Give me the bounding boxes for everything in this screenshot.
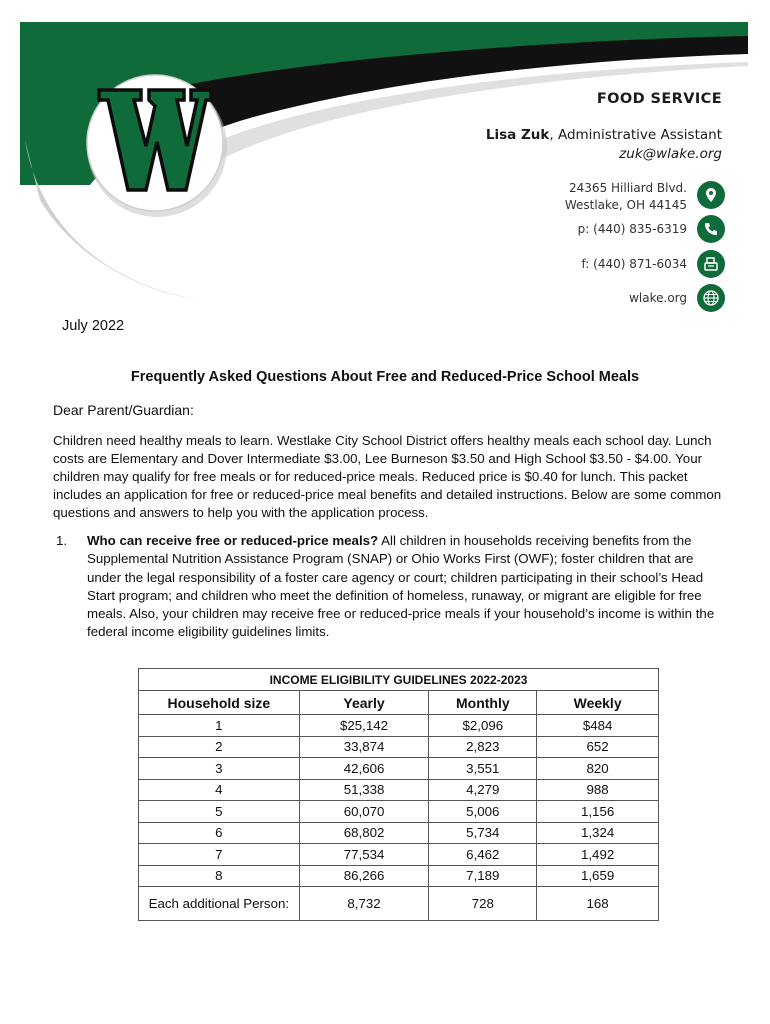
table-cell: 652 (537, 736, 659, 758)
table-cell: Each additional Person: (139, 887, 300, 921)
table-cell: 2 (139, 736, 300, 758)
contact-email[interactable]: zuk@wlake.org (619, 146, 722, 162)
table-cell: 1,492 (537, 844, 659, 866)
faq-question: Who can receive free or reduced-price meals? (87, 533, 379, 548)
table-cell: 5 (139, 801, 300, 823)
table-cell: 68,802 (299, 822, 429, 844)
table-cell: 3 (139, 758, 300, 780)
address-block (565, 180, 687, 214)
department-title: FOOD SERVICE (596, 91, 722, 107)
table-caption: INCOME ELIGIBILITY GUIDELINES 2022-2023 (139, 669, 659, 691)
logo-badge (87, 75, 227, 217)
letter-date: July 2022 (62, 318, 125, 334)
table-cell: 2,823 (429, 736, 537, 758)
table-row (139, 779, 659, 801)
table-cell: 8 (139, 865, 300, 887)
table-cell: 4 (139, 779, 300, 801)
column-header: Household size (139, 691, 300, 715)
table-cell: 1,156 (537, 801, 659, 823)
column-header: Yearly (299, 691, 429, 715)
faq-number: 1. (56, 533, 68, 548)
globe-icon (697, 284, 725, 312)
table-cell: 3,551 (429, 758, 537, 780)
location-pin-icon (697, 181, 725, 209)
table-cell: 42,606 (299, 758, 429, 780)
table-row (139, 736, 659, 758)
table-cell: 1,659 (537, 865, 659, 887)
table-cell: 77,534 (299, 844, 429, 866)
letterhead-banner (0, 0, 770, 330)
fax-number: f: (440) 871-6034 (581, 257, 687, 271)
table-row (139, 822, 659, 844)
intro-paragraph: Children need healthy meals to learn. Westlake City School District offers healthy meals each school day. Lunch costs are Elementary and Dover Intermediate $3.00, Lee Burneson $3.50 and High School $3.50 - $4.00. Your children may qualify for free meals or for reduced-price meals. Reduced price is $0.40 for lunch. This packet includes an application for free or reduced-price meal benefits and detailed instructions. Below are some common questions and answers to help you with the application process. (53, 433, 722, 520)
column-header: Weekly (537, 691, 659, 715)
contact-name (486, 127, 722, 143)
table-cell: 51,338 (299, 779, 429, 801)
phone-icon (697, 215, 725, 243)
table-cell: 5,006 (429, 801, 537, 823)
table-cell: 728 (429, 887, 537, 921)
table-cell: 1 (139, 715, 300, 737)
fax-icon (697, 250, 725, 278)
phone-number: p: (440) 835-6319 (577, 222, 687, 236)
table-cell: 6 (139, 822, 300, 844)
table-cell: 168 (537, 887, 659, 921)
table-cell: 1,324 (537, 822, 659, 844)
address-line-2: Westlake, OH 44145 (564, 198, 687, 212)
greeting: Dear Parent/Guardian: (53, 402, 194, 418)
column-header: Monthly (429, 691, 537, 715)
faq-list (53, 532, 723, 642)
table-cell: 86,266 (299, 865, 429, 887)
contact-role: , Administrative Assistant (549, 127, 722, 143)
document-title: Frequently Asked Questions About Free and Reduced-Price School Meals (130, 369, 640, 385)
table-row (139, 844, 659, 866)
table-row (139, 715, 659, 737)
table-cell: 7,189 (429, 865, 537, 887)
table-cell: 33,874 (299, 736, 429, 758)
table-cell: $484 (537, 715, 659, 737)
faq-item (53, 532, 723, 642)
faq-answer: All children in households receiving benefits from the Supplemental Nutrition Assistance Program (SNAP) or Ohio Works First (OWF); foster children that are under the legal responsibility of a foster care agency or court; children participating in their school’s Head Start program; and children who meet the definition of homeless, runaway, or migrant are eligible for free meals. Also, your children may receive free or reduced-price meals if your household’s income is within the federal income eligibility guidelines limits. (87, 533, 715, 640)
table-cell: $2,096 (429, 715, 537, 737)
table-cell: 988 (537, 779, 659, 801)
income-eligibility-table (138, 668, 659, 921)
table-cell: 4,279 (429, 779, 537, 801)
table-row (139, 887, 659, 921)
contact-name-bold: Lisa Zuk (485, 127, 550, 143)
table-cell: 6,462 (429, 844, 537, 866)
table-cell: 5,734 (429, 822, 537, 844)
website[interactable]: wlake.org (629, 291, 687, 305)
table-row (139, 865, 659, 887)
table-cell: 7 (139, 844, 300, 866)
table-row (139, 758, 659, 780)
table-cell: 820 (537, 758, 659, 780)
table-cell: 8,732 (299, 887, 429, 921)
table-cell: $25,142 (299, 715, 429, 737)
address-line-1: 24365 Hilliard Blvd. (569, 181, 687, 195)
table-cell: 60,070 (299, 801, 429, 823)
table-row (139, 801, 659, 823)
